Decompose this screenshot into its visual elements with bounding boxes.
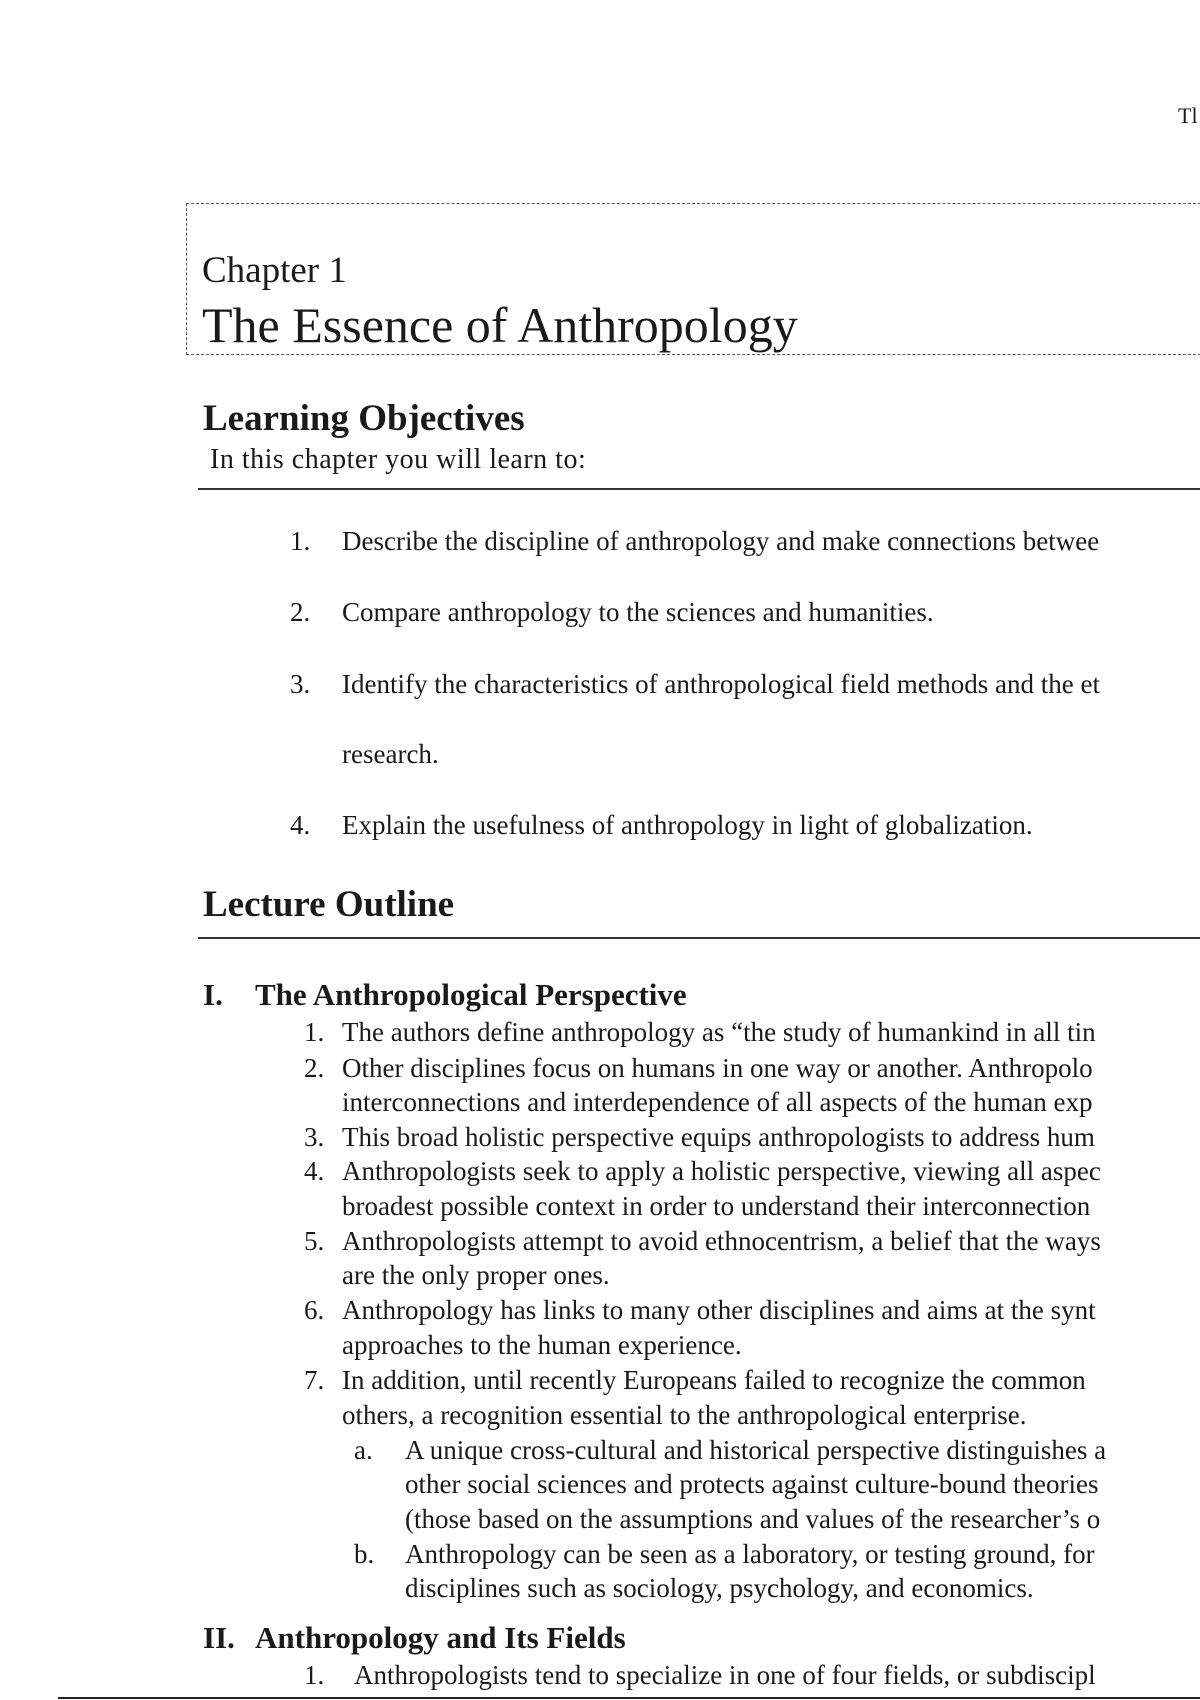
outline-item-text: The authors define anthropology as “the study of humankind in all tin	[342, 1017, 1096, 1047]
outline-item-text: are the only proper ones.	[342, 1260, 610, 1290]
learning-objectives-subtitle: In this chapter you will learn to:	[210, 444, 587, 475]
section-title: Anthropology and Its Fields	[255, 1620, 626, 1655]
objective-item	[290, 810, 1033, 841]
outline-item-text: others, a recognition essential to the anthropological enterprise.	[342, 1400, 1027, 1430]
objective-item	[290, 526, 1099, 557]
section-divider	[198, 488, 1200, 490]
running-head: Tl	[1178, 103, 1198, 128]
learning-objectives-heading: Learning Objectives	[203, 398, 525, 439]
objective-number: 1.	[290, 526, 311, 556]
outline-item-text: broadest possible context in order to understand their interconnection	[342, 1191, 1091, 1221]
outline-item-number: 7.	[304, 1365, 325, 1395]
outline-section-heading	[203, 1622, 626, 1653]
chapter-title: The Essence of Anthropology	[202, 297, 798, 353]
objective-number: 2.	[290, 597, 311, 627]
objective-text: Explain the usefulness of anthropology in light of globalization.	[342, 810, 1033, 840]
outline-item-text: In addition, until recently Europeans failed to recognize the common	[342, 1365, 1086, 1395]
outline-item-text: Other disciplines focus on humans in one way or another. Anthropolo	[342, 1053, 1093, 1083]
section-number: II.	[203, 1620, 235, 1655]
outline-subitem-text: other social sciences and protects against culture-bound theories	[405, 1469, 1099, 1499]
outline-item-number: 6.	[304, 1295, 325, 1325]
objective-item	[290, 597, 934, 628]
objective-text: Compare anthropology to the sciences and humanities.	[342, 597, 934, 627]
outline-subitem-letter: b.	[354, 1539, 375, 1569]
objective-number: 4.	[290, 810, 311, 840]
outline-item-text: Anthropologists tend to specialize in one of four fields, or subdiscipl	[354, 1660, 1096, 1690]
outline-subitem-letter: a.	[354, 1435, 373, 1465]
chapter-label: Chapter 1	[202, 250, 347, 291]
outline-item-text: Anthropologists attempt to avoid ethnocentrism, a belief that the ways	[342, 1226, 1101, 1256]
outline-item-number: 5.	[304, 1226, 325, 1256]
outline-item-number: 2.	[304, 1053, 325, 1083]
objective-text: Describe the discipline of anthropology and make connections betwee	[342, 526, 1100, 556]
objective-number: 3.	[290, 669, 311, 699]
outline-subitem-text: Anthropology can be seen as a laboratory, or testing ground, for	[405, 1539, 1095, 1569]
outline-item-text: approaches to the human experience.	[342, 1330, 742, 1360]
outline-item-number: 1.	[304, 1017, 325, 1047]
section-number: I.	[203, 977, 223, 1012]
outline-item-number: 1.	[304, 1660, 325, 1690]
outline-section-heading	[203, 979, 687, 1010]
outline-item-text: Anthropology has links to many other disciplines and aims at the synt	[342, 1295, 1096, 1325]
objective-text-continued: research.	[342, 739, 439, 769]
outline-subitem-text: disciplines such as sociology, psychology, and economics.	[405, 1573, 1034, 1603]
outline-item-text: interconnections and interdependence of all aspects of the human exp	[342, 1087, 1093, 1117]
section-divider	[198, 937, 1200, 939]
objective-item	[290, 669, 1100, 700]
lecture-outline-heading: Lecture Outline	[203, 884, 455, 925]
outline-subitem-text: A unique cross-cultural and historical perspective distinguishes a	[405, 1435, 1107, 1465]
outline-item-number: 4.	[304, 1156, 325, 1186]
page-bottom-rule	[58, 1697, 1200, 1699]
outline-subitem-text: (those based on the assumptions and values of the researcher’s o	[405, 1504, 1101, 1534]
outline-item-text: This broad holistic perspective equips anthropologists to address hum	[342, 1122, 1095, 1152]
outline-item-text: Anthropologists seek to apply a holistic perspective, viewing all aspec	[342, 1156, 1101, 1186]
section-title: The Anthropological Perspective	[255, 977, 687, 1012]
objective-text: Identify the characteristics of anthropological field methods and the et	[342, 669, 1100, 699]
outline-item-number: 3.	[304, 1122, 325, 1152]
